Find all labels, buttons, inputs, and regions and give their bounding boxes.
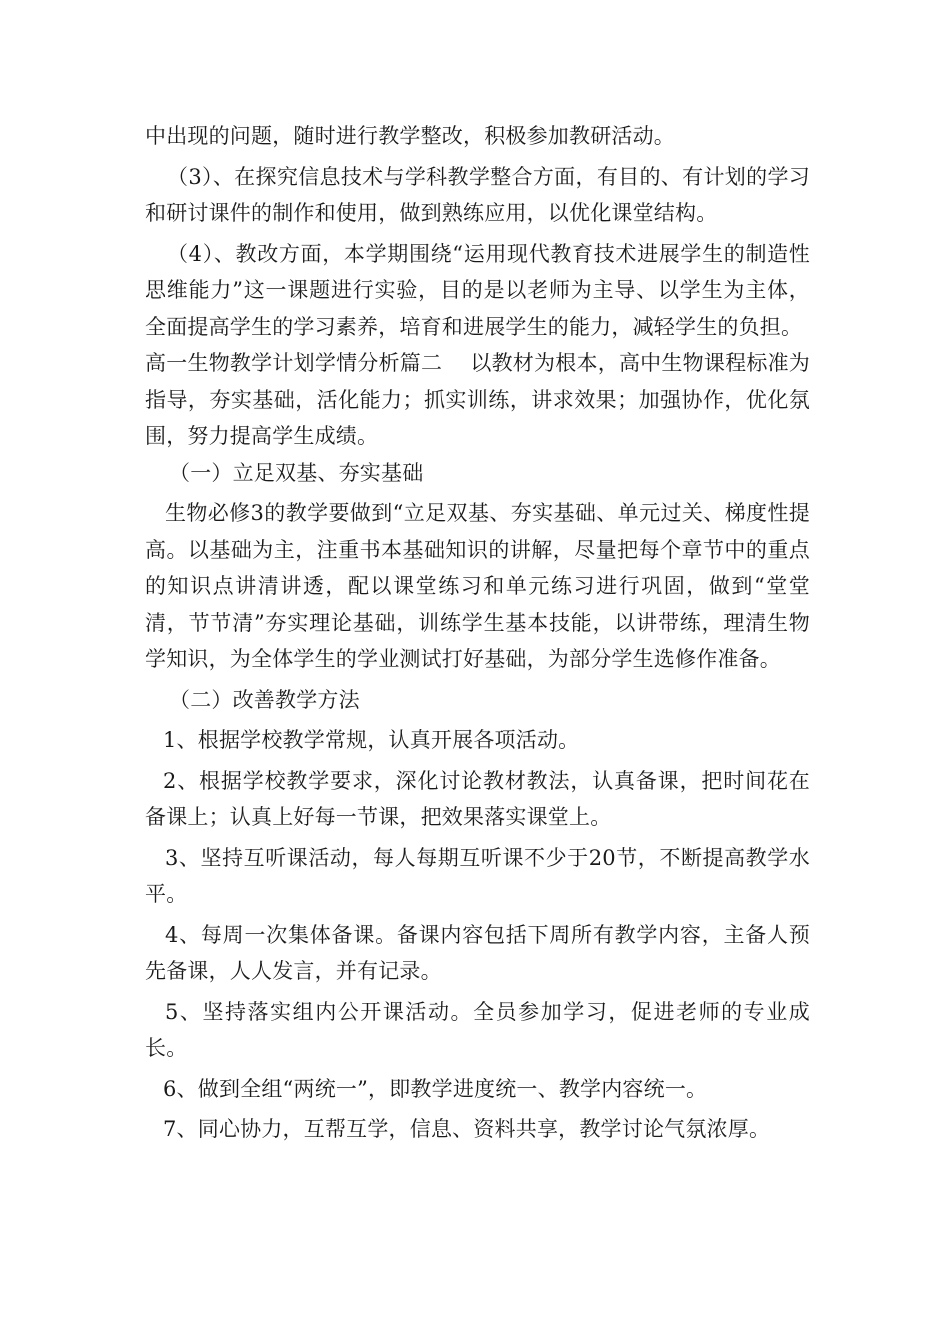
list-item-1: 1、根据学校教学常规，认真开展各项活动。 bbox=[163, 728, 580, 752]
list-item-4: 4、每周一次集体备课。备课内容包括下周所有教学内容，主备人预先备课，人人发言，并有记录。 bbox=[145, 922, 810, 983]
paragraph-item-4: （4）、教改方面，本学期围绕“运用现代教育技术进展学生的制造性思维能力”这一课题进行实验，目的是以老师为主导、以学生为主体，全面提高学生的学习素养，培育和进展学生的能力，减轻学生的负担。 bbox=[145, 241, 810, 339]
paragraph-item-3: （3）、在探究信息技术与学科教学整合方面，有目的、有计划的学习和研讨课件的制作和使用，做到熟练应用，以优化课堂结构。 bbox=[145, 164, 810, 225]
section-heading-paragraph: 高一生物教学计划学情分析篇二 以教材为根本，高中生物课程标准为指导，夯实基础，活化能力；抓实训练，讲求效果；加强协作，优化氛围，努力提高学生成绩。 bbox=[145, 351, 810, 448]
document-body bbox=[145, 118, 810, 1148]
list-item-5: 5、坚持落实组内公开课活动。全员参加学习，促进老师的专业成长。 bbox=[145, 999, 810, 1060]
list-item-3: 3、坚持互听课活动，每人每期互听课不少于20节，不断提高教学水平。 bbox=[145, 845, 810, 906]
list-item-7: 7、同心协力，互帮互学，信息、资料共享，教学讨论气氛浓厚。 bbox=[163, 1117, 771, 1141]
list-item-2: 2、根据学校教学要求，深化讨论教材教法，认真备课，把时间花在备课上；认真上好每一节课，把效果落实课堂上。 bbox=[145, 768, 810, 829]
subheading-two: （二）改善教学方法 bbox=[169, 687, 360, 712]
paragraph-basics: 生物必修3的教学要做到“立足双基、夯实基础、单元过关、梯度性提高。以基础为主，注重书本基础知识的讲解，尽量把每个章节中的重点的知识点讲清讲透，配以课堂练习和单元练习进行巩固，做到“堂堂清，节节清”夯实理论基础，训练学生基本技能，以讲带练，理清生物学知识，为全体学生的学业测试打好基础，为部分学生选修作准备。 bbox=[145, 501, 810, 671]
list-item-6: 6、做到全组“两统一”，即教学进度统一、教学内容统一。 bbox=[163, 1076, 708, 1101]
subheading-one: （一）立足双基、夯实基础 bbox=[169, 460, 424, 485]
paragraph-continuation: 中出现的问题，随时进行教学整改，积极参加教研活动。 bbox=[145, 124, 675, 148]
